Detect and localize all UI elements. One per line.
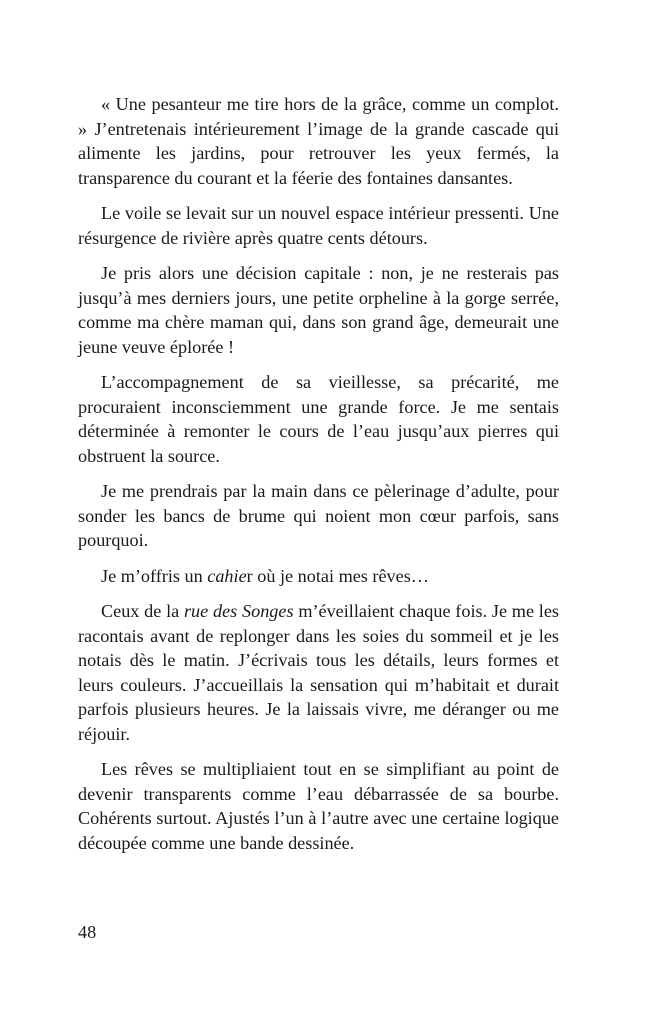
page-number: 48 [78,922,97,942]
paragraph-text: r où je notai mes rêves… [246,565,429,586]
paragraph-text: Je me prendrais par la main dans ce pèlerinage d’adulte, pour sonder les bancs de brume qui noient mon cœur parfois, sans pourquoi. [78,481,559,550]
paragraph-text: Je m’offris un [101,565,208,586]
paragraph [78,599,559,746]
italic-word: cahie [207,565,247,586]
paragraph [78,564,559,589]
paragraph [78,479,559,553]
paragraph [78,201,559,250]
paragraph-text: Je pris alors une décision capitale : non, je ne resterais pas jusqu’à mes derniers jours, une petite orpheline à la gorge serrée, comme ma chère maman qui, dans son grand âge, demeurait une jeune veuve éplorée ! [78,263,559,357]
paragraph [78,757,559,855]
paragraph-text: Le voile se levait sur un nouvel espace intérieur pressenti. Une résurgence de rivière après quatre cents détours. [78,203,559,248]
paragraph [78,92,559,190]
paragraph [78,370,559,468]
paragraph-text: « Une pesanteur me tire hors de la grâce, comme un complot. » J’entretenais intérieurement l’image de la grande cascade qui alimente les jardins, pour retrouver les yeux fermés, la transparence du courant et la féerie des fontaines dansantes. [78,94,559,188]
page-body-text [78,92,559,866]
paragraph-text: m’éveillaient chaque fois. Je me les racontais avant de replonger dans les soies du sommeil et je les notais dès le matin. J’écrivais tous les détails, leurs formes et leurs couleurs. J’accueillais la sensation qui m’habitait et durait parfois plusieurs heures. Je la laissais vivre, me déranger ou me réjouir. [78,601,559,744]
paragraph-text: Ceux de la [101,601,184,621]
paragraph-text: Les rêves se multipliaient tout en se simplifiant au point de devenir transparents comme l’eau débarrassée de sa bourbe. Cohérents surtout. Ajustés l’un à l’autre avec une certaine logique découpée comme une bande dessinée. [78,759,559,853]
paragraph-text: L’accompagnement de sa vieillesse, sa précarité, me procuraient inconsciemment une grande force. Je me sentais déterminée à remonter le cours de l’eau jusqu’aux pierres qui obstruent la source. [78,372,559,466]
paragraph [78,261,559,359]
italic-phrase: rue des Songes [183,601,294,621]
